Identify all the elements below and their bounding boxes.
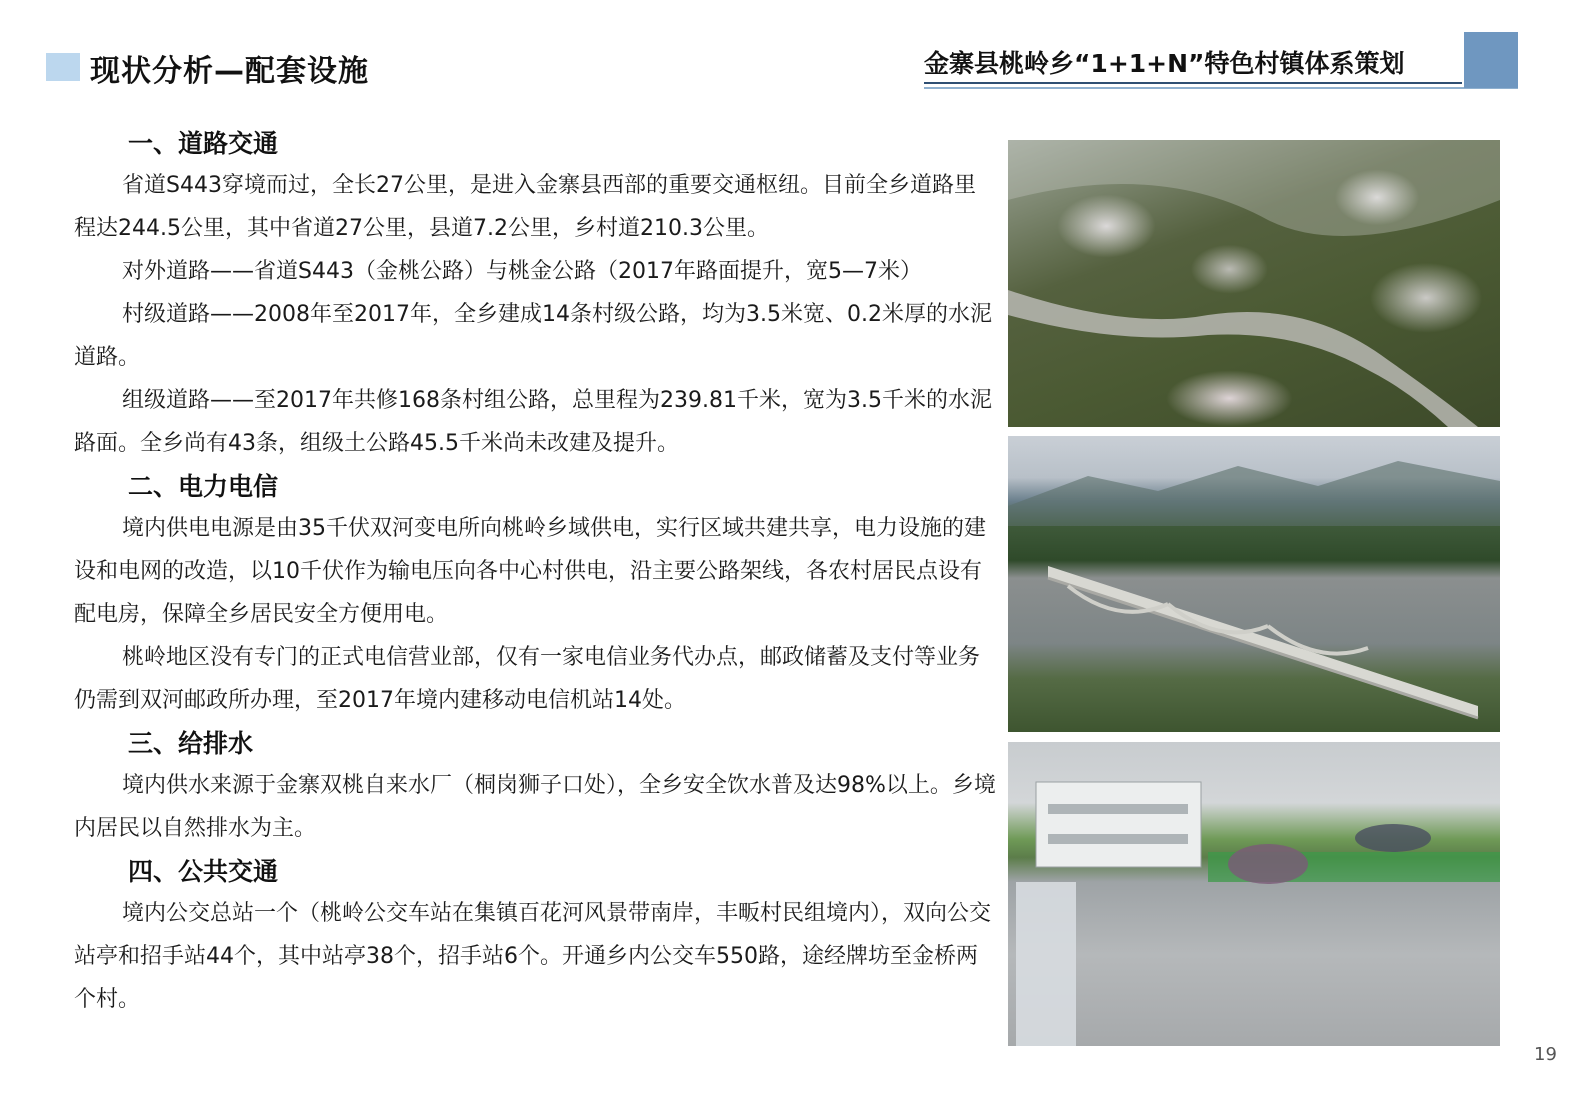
section-power-telecom [74, 467, 996, 722]
section-public-transport [74, 852, 996, 1021]
section-road-traffic [74, 124, 996, 465]
section-heading: 一、道路交通 [128, 129, 279, 158]
document-title: 金寨县桃岭乡“1+1+N”特色村镇体系策划 [924, 49, 1405, 78]
paragraph: 境内供电电源是由35千伏双河变电所向桃岭乡域供电，实行区域共建共享，电力设施的建设和电网的改造，以10千伏作为输电压向各中心村供电，沿主要公路架线，各农村居民点设有配电房，保障全乡居民安全方便用电。 [74, 516, 986, 627]
paragraph: 组级道路——至2017年共修168条村组公路，总里程为239.81千米，宽为3.5千米的水泥路面。全乡尚有43条，组级土公路45.5千米尚未改建及提升。 [74, 388, 992, 456]
section-water-supply [74, 724, 996, 850]
title-underline [924, 82, 1462, 84]
section-heading: 二、电力电信 [128, 472, 279, 501]
paragraph: 对外道路——省道S443（金桃公路）与桃金公路（2017年路面提升，宽5—7米） [122, 259, 922, 284]
paragraph: 村级道路——2008年至2017年，全乡建成14条村级公路，均为3.5米宽、0.2米厚的水泥道路。 [74, 302, 992, 370]
bridge-photo [1008, 436, 1500, 732]
bridge-illustration [1008, 436, 1500, 732]
section-heading: 四、公共交通 [128, 857, 279, 886]
title-underline-secondary [924, 87, 1518, 89]
page-number: 19 [1534, 1044, 1557, 1065]
paragraph: 境内公交总站一个（桃岭公交车站在集镇百花河风景带南岸，丰畈村民组境内），双向公交站亭和招手站44个，其中站亭38个，招手站6个。开通乡内公交车550路，途经牌坊至金桥两个村。 [74, 901, 992, 1012]
header-accent-block [1464, 32, 1518, 88]
bus-station-photo [1008, 742, 1500, 1046]
main-content [74, 122, 996, 1021]
mountain-road-illustration [1008, 140, 1500, 427]
header-accent-square [46, 53, 80, 81]
mountain-road-photo [1008, 140, 1500, 427]
page-title: 现状分析—配套设施 [90, 54, 369, 89]
paragraph: 桃岭地区没有专门的正式电信营业部，仅有一家电信业务代办点，邮政储蓄及支付等业务仍需到双河邮政所办理，至2017年境内建移动电信机站14处。 [74, 645, 981, 713]
bus-station-illustration [1008, 742, 1500, 1046]
paragraph: 境内供水来源于金寨双桃自来水厂（桐岗狮子口处），全乡安全饮水普及达98%以上。乡境内居民以自然排水为主。 [74, 773, 996, 841]
paragraph: 省道S443穿境而过，全长27公里，是进入金寨县西部的重要交通枢纽。目前全乡道路里程达244.5公里，其中省道27公里，县道7.2公里，乡村道210.3公里。 [74, 173, 976, 241]
section-heading: 三、给排水 [128, 729, 254, 758]
